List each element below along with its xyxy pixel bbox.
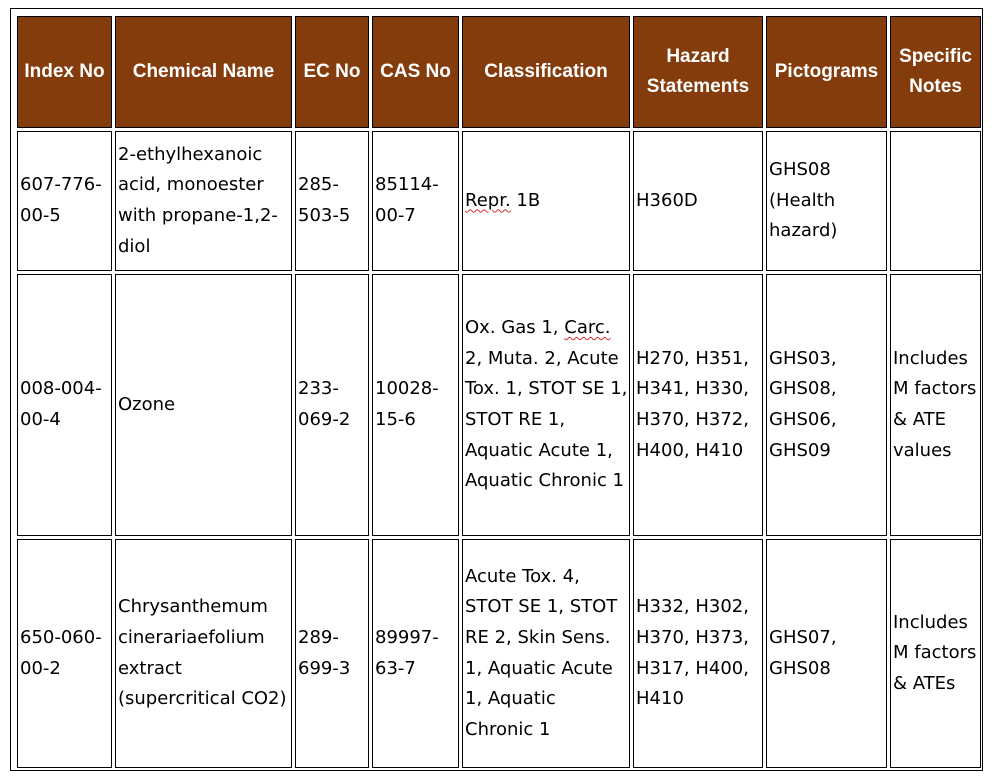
index-no-cell: 607-776-00-5	[17, 131, 112, 271]
table-row	[17, 539, 981, 768]
hazard-statements-cell: H332, H302, H370, H373, H317, H400, H410	[633, 539, 763, 768]
chemical-name-cell: Chrysanthemum cinerariaefolium extract (supercritical CO2)	[115, 539, 292, 768]
chemical-name-cell: 2-ethylhexanoic acid, monoester with propane-1,2-diol	[115, 131, 292, 271]
pictograms-cell: GHS08 (Health hazard)	[766, 131, 887, 271]
spellcheck-flagged-word: Repr.	[465, 189, 511, 211]
header-index-no: Index No	[17, 16, 112, 128]
index-no-cell: 008-004-00-4	[17, 274, 112, 536]
ec-no-cell: 233-069-2	[295, 274, 369, 536]
header-classification: Classification	[462, 16, 630, 128]
header-hazard-statements: Hazard Statements	[633, 16, 763, 128]
header-cas-no: CAS No	[372, 16, 459, 128]
specific-notes-cell	[890, 131, 981, 271]
chemical-classification-table	[14, 13, 984, 771]
specific-notes-cell: Includes M factors & ATEs	[890, 539, 981, 768]
header-row	[17, 16, 981, 128]
ec-no-cell: 289-699-3	[295, 539, 369, 768]
pictograms-cell: GHS07, GHS08	[766, 539, 887, 768]
chemical-classification-table-frame	[10, 8, 983, 771]
classification-rest: 2, Muta. 2, Acute Tox. 1, STOT SE 1, STOT RE 1, Aquatic Acute 1, Aquatic Chronic 1	[465, 347, 628, 492]
index-no-cell: 650-060-00-2	[17, 539, 112, 768]
ec-no-cell: 285-503-5	[295, 131, 369, 271]
classification-cell	[462, 539, 630, 768]
pictograms-cell: GHS03, GHS08, GHS06, GHS09	[766, 274, 887, 536]
chemical-name-cell: Ozone	[115, 274, 292, 536]
specific-notes-cell: Includes M factors & ATE values	[890, 274, 981, 536]
hazard-statements-cell: H270, H351, H341, H330, H370, H372, H400, H410	[633, 274, 763, 536]
table-row	[17, 274, 981, 536]
cas-no-cell: 89997-63-7	[372, 539, 459, 768]
header-chemical-name: Chemical Name	[115, 16, 292, 128]
classification-prefix: Ox. Gas 1,	[465, 317, 565, 339]
classification-rest: 1B	[510, 189, 541, 211]
header-specific-notes: Specific Notes	[890, 16, 981, 128]
classification-cell	[462, 131, 630, 271]
header-pictograms: Pictograms	[766, 16, 887, 128]
classification-cell	[462, 274, 630, 536]
cas-no-cell: 10028-15-6	[372, 274, 459, 536]
hazard-statements-cell: H360D	[633, 131, 763, 271]
classification-rest: Acute Tox. 4, STOT SE 1, STOT RE 2, Skin Sens. 1, Aquatic Acute 1, Aquatic Chronic 1	[465, 565, 618, 740]
cas-no-cell: 85114-00-7	[372, 131, 459, 271]
header-ec-no: EC No	[295, 16, 369, 128]
spellcheck-flagged-word: Carc.	[564, 317, 611, 339]
table-row	[17, 131, 981, 271]
